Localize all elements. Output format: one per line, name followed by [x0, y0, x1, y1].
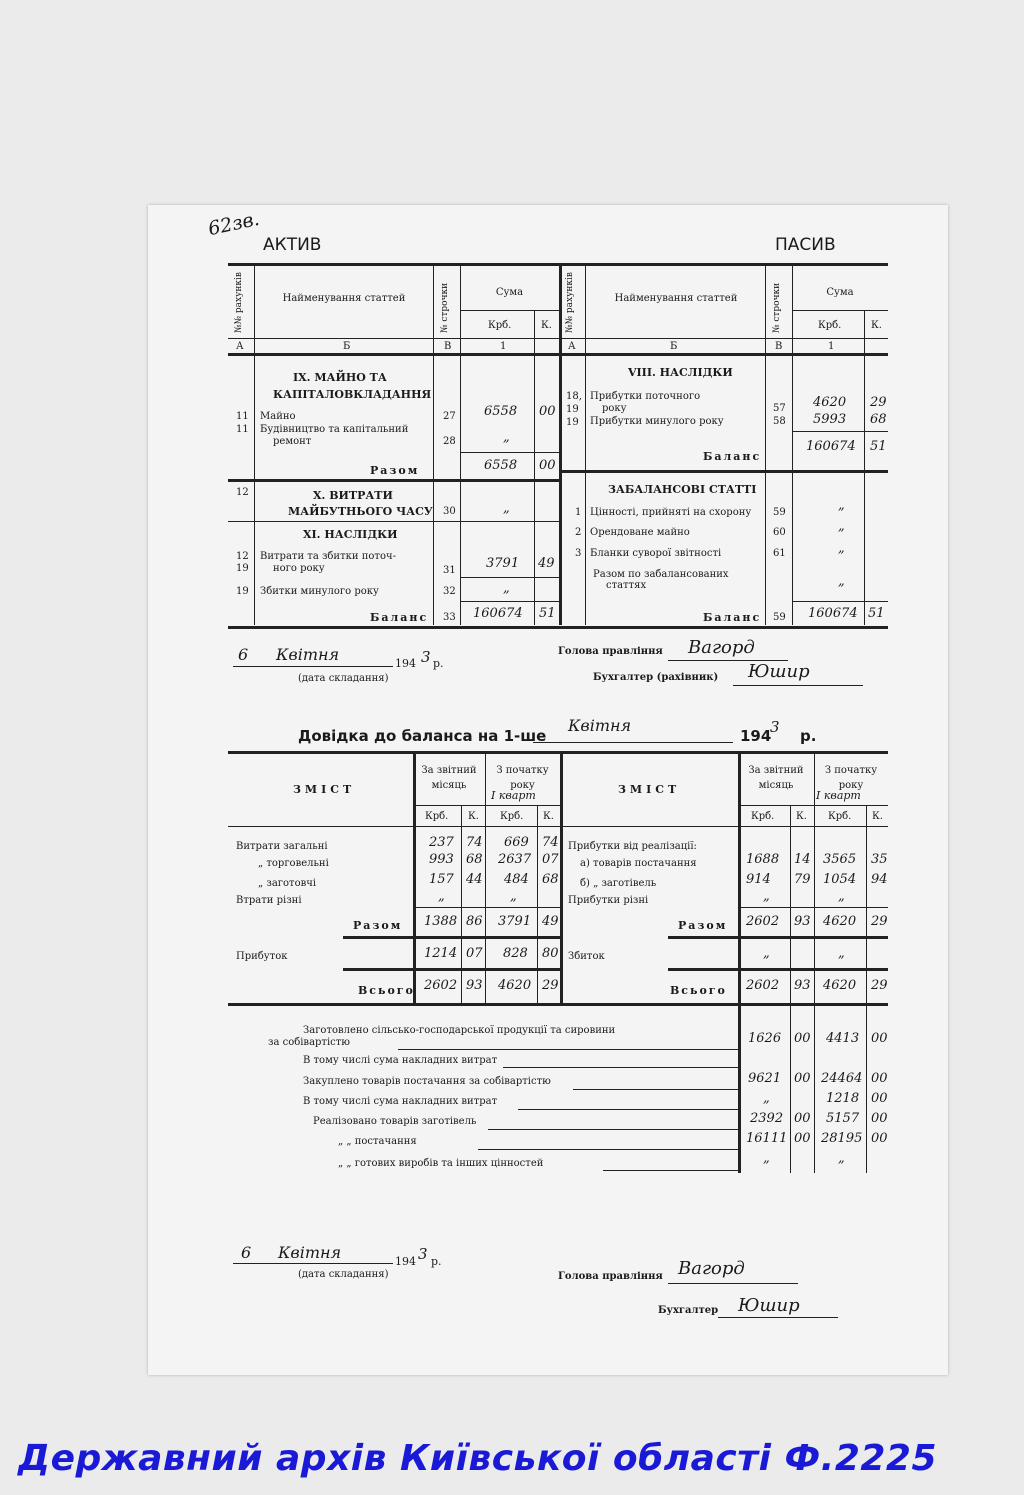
- reference-right-razom-label: Разом: [678, 919, 728, 932]
- pasiv-offbalance-name: Орендоване майно: [590, 527, 690, 538]
- balance-date-day: 6: [238, 645, 249, 664]
- reference-right-year-krb: 3565: [823, 852, 857, 867]
- reference-left-profit-year-krb: 828: [503, 946, 528, 961]
- reference-extra-text: В тому числі сума накладних витрат: [303, 1055, 498, 1066]
- pasiv-acc: 18,: [566, 391, 582, 402]
- reference-left-row-name: „ заготовчі: [258, 878, 317, 889]
- col-letter-a-pasiv: А: [568, 341, 576, 352]
- reference-right-loss-month-krb: „: [763, 946, 770, 961]
- reference-extra-text-cont: за собівартістю: [268, 1037, 350, 1048]
- reference-extra-text: Реалізовано товарів заготівель: [313, 1116, 477, 1127]
- reference-accountant-signature: Юшир: [738, 1295, 800, 1316]
- pasiv-account-header: №№ рахунків: [565, 272, 575, 333]
- reference-krb-header: Крб.: [751, 811, 775, 822]
- reference-extra-text: Заготовлено сільсько-господарської продукції та сировини: [303, 1025, 616, 1036]
- reference-right-razom-year-k: 29: [871, 914, 888, 929]
- aktiv-ditto: „: [503, 430, 510, 445]
- pasiv-profit-current-line: 57: [773, 403, 786, 414]
- reference-left-profit-month-k: 07: [466, 946, 483, 961]
- reference-extra-month-k: 00: [794, 1071, 811, 1086]
- reference-right-total-month-k: 93: [794, 978, 811, 993]
- aktiv-section-10-title: X. ВИТРАТИ: [313, 489, 393, 502]
- reference-left-razom-year-krb: 3791: [498, 914, 532, 929]
- reference-date-month: Квітня: [278, 1243, 342, 1262]
- pasiv-sum-header: Сума: [826, 287, 854, 298]
- pasiv-offbalance-name: Цінності, прийняті на схорону: [590, 507, 752, 518]
- aktiv-ditto: „: [503, 501, 510, 516]
- aktiv-ditto: „: [503, 581, 510, 596]
- reference-left-razom-month-k: 86: [466, 914, 483, 929]
- balance-date-year-digit: 3: [421, 648, 431, 666]
- pasiv-offbalance-total: Разом по забалансованих: [593, 569, 729, 580]
- reference-left-month-krb: 993: [429, 852, 454, 867]
- reference-left-month-krb: 237: [429, 835, 454, 850]
- reference-head-label: Голова правління: [558, 1271, 663, 1282]
- reference-left-year-krb: 2637: [498, 852, 532, 867]
- reference-year-header: З початку: [496, 765, 549, 776]
- balance-accountant-label: Бухгалтер (рахівник): [593, 672, 719, 683]
- pasiv-krb-header: Крб.: [818, 320, 842, 331]
- sheet-number: 62зв.: [206, 207, 262, 241]
- reference-zmist-left: ЗМІСТ: [293, 783, 356, 796]
- reference-right-title: Прибутки від реалізації:: [568, 841, 697, 852]
- aktiv-balance-line: 33: [443, 612, 456, 623]
- aktiv-row-line: 28: [443, 436, 456, 447]
- reference-extra-month-krb: 2392: [750, 1111, 784, 1126]
- reference-extra-text: Закуплено товарів постачання за собівартістю: [303, 1076, 551, 1087]
- pasiv-profit-previous-k: 68: [870, 412, 887, 427]
- pasiv-balance-label: Баланс: [703, 450, 762, 463]
- reference-month-header: За звітний: [748, 765, 804, 776]
- reference-accountant-label: Бухгалтер: [658, 1305, 719, 1316]
- reference-left-year-k: 74: [542, 835, 559, 850]
- col-letter-v: В: [444, 341, 452, 352]
- reference-title: Довідка до баланса на 1-ше: [298, 727, 547, 745]
- reference-extra-year-k: 00: [871, 1111, 888, 1126]
- reference-extra-month-k: 00: [794, 1031, 811, 1046]
- reference-right-total-month-krb: 2602: [746, 978, 780, 993]
- pasiv-acc: 19: [566, 417, 579, 428]
- reference-k-header: К.: [872, 811, 883, 822]
- aktiv-section-10-subtitle: МАЙБУТНЬОГО ЧАСУ: [288, 505, 433, 518]
- pasiv-profit-previous: Прибутки минулого року: [590, 416, 724, 427]
- reference-k-header: К.: [468, 811, 479, 822]
- col-letter-v-pasiv: В: [775, 341, 783, 352]
- aktiv-losses-line: 31: [443, 565, 456, 576]
- aktiv-losses-name-cont: ного року: [273, 563, 325, 574]
- reference-date-suffix: р.: [431, 1255, 442, 1268]
- reference-extra-month-krb: „: [763, 1151, 770, 1166]
- aktiv-section-9-title: IX. МАЙНО ТА: [293, 371, 387, 384]
- reference-title-year-digit: 3: [770, 718, 780, 736]
- aktiv-line-30: 30: [443, 506, 456, 517]
- aktiv-item-header: Найменування статтей: [282, 293, 406, 304]
- reference-title-suffix: р.: [800, 727, 817, 745]
- aktiv-line-header: № строчки: [440, 282, 450, 333]
- reference-right-razom-year-krb: 4620: [823, 914, 857, 929]
- col-letter-1-pasiv: 1: [828, 341, 835, 352]
- pasiv-ditto: „: [838, 574, 845, 589]
- reference-extra-year-k: 00: [871, 1071, 888, 1086]
- aktiv-account-header: №№ рахунків: [234, 272, 244, 333]
- aktiv-losses-acc: 12: [236, 551, 249, 562]
- aktiv-razom-label: Разом: [370, 464, 420, 477]
- pasiv-offbalance-acc: 1: [575, 507, 582, 518]
- aktiv-balance-k: 51: [539, 606, 556, 621]
- reference-left-year-k: 68: [542, 872, 559, 887]
- aktiv-title: АКТИВ: [263, 235, 322, 255]
- reference-left-year-k: 07: [542, 852, 559, 867]
- balance-date-month: Квітня: [276, 645, 340, 664]
- reference-extra-month-k: 00: [794, 1111, 811, 1126]
- aktiv-razom-k: 00: [539, 458, 556, 473]
- pasiv-balance2-krb: 160674: [808, 606, 858, 621]
- pasiv-profit-current-k: 29: [870, 395, 887, 410]
- reference-left-razom-year-k: 49: [542, 914, 559, 929]
- archive-caption: Державний архів Київської області Ф.2225: [18, 1438, 938, 1479]
- reference-date-year-digit: 3: [418, 1245, 428, 1263]
- reference-extra-year-krb: 5157: [826, 1111, 860, 1126]
- reference-month-header: За звітний: [421, 765, 477, 776]
- aktiv-prev-line: 32: [443, 586, 456, 597]
- pasiv-offbalance-total-cont: статтях: [606, 580, 647, 591]
- pasiv-acc: 19: [566, 404, 579, 415]
- reference-right-row-name: б) „ заготівель: [580, 878, 657, 889]
- reference-title-month: Квітня: [568, 716, 632, 735]
- pasiv-profit-current: Прибутки поточного: [590, 391, 701, 402]
- reference-left-year-krb: 669: [504, 835, 529, 850]
- reference-left-profit-year-k: 80: [542, 946, 559, 961]
- reference-left-profit-label: Прибуток: [236, 951, 288, 962]
- aktiv-row-name-cont: ремонт: [273, 436, 312, 447]
- reference-extra-year-k: 00: [871, 1091, 888, 1106]
- reference-krb-header: Крб.: [425, 811, 449, 822]
- reference-right-loss-label: Збиток: [568, 951, 605, 962]
- aktiv-prev-acc: 19: [236, 586, 249, 597]
- reference-right-loss-year-krb: „: [838, 946, 845, 961]
- reference-head-signature: Вагорд: [678, 1258, 745, 1279]
- pasiv-offbalance-line: 60: [773, 527, 786, 538]
- reference-right-total-label: Всього: [670, 984, 727, 997]
- pasiv-profit-previous-line: 58: [773, 416, 786, 427]
- aktiv-row-krb: 6558: [484, 404, 518, 419]
- reference-extra-month-krb: „: [763, 1091, 770, 1106]
- aktiv-balance-label: Баланс: [370, 611, 429, 624]
- reference-date-caption: (дата складання): [298, 1269, 389, 1280]
- reference-extra-month-krb: 9621: [748, 1071, 782, 1086]
- aktiv-losses-k: 49: [538, 556, 555, 571]
- aktiv-losses-name: Витрати та збитки поточ-: [260, 551, 396, 562]
- reference-left-total-year-krb: 4620: [498, 978, 532, 993]
- reference-left-profit-month-krb: 1214: [424, 946, 458, 961]
- pasiv-balance2-label: Баланс: [703, 611, 762, 624]
- reference-month-header-cont: місяць: [431, 780, 467, 791]
- pasiv-line-header: № строчки: [772, 282, 782, 333]
- aktiv-acc-12: 12: [236, 487, 249, 498]
- aktiv-row-acc: 11: [236, 411, 249, 422]
- reference-right-row-name: а) товарів постачання: [580, 858, 697, 869]
- pasiv-profit-current-krb: 4620: [813, 395, 847, 410]
- reference-left-row-name: Втрати різні: [236, 895, 302, 906]
- reference-right-month-k: 14: [794, 852, 811, 867]
- aktiv-losses-krb: 3791: [486, 556, 520, 571]
- reference-right-total-year-krb: 4620: [823, 978, 857, 993]
- reference-left-month-k: 68: [466, 852, 483, 867]
- pasiv-offbalance-line: 59: [773, 507, 786, 518]
- pasiv-profit-current-cont: року: [602, 403, 627, 414]
- reference-left-month-k: 74: [466, 835, 483, 850]
- pasiv-balance-krb: 160674: [806, 439, 856, 454]
- reference-left-total-month-krb: 2602: [424, 978, 458, 993]
- aktiv-section-9-subtitle: КАПІТАЛОВКЛАДАННЯ: [273, 388, 432, 401]
- balance-accountant-signature: Юшир: [748, 661, 810, 682]
- reference-extra-year-krb: 24464: [821, 1071, 863, 1086]
- reference-right-month-krb: 914: [746, 872, 771, 887]
- reference-right-razom-month-k: 93: [794, 914, 811, 929]
- reference-right-month-k: 79: [794, 872, 811, 887]
- reference-right-row-name: Прибутки різні: [568, 895, 649, 906]
- reference-right-month-krb: „: [763, 889, 770, 904]
- reference-zmist-right: ЗМІСТ: [618, 783, 681, 796]
- reference-quarter-note: I кварт: [491, 789, 536, 802]
- balance-head-signature: Вагорд: [688, 637, 755, 658]
- reference-k-header: К.: [543, 811, 554, 822]
- pasiv-k-header: К.: [871, 320, 882, 331]
- pasiv-offbalance-name: Бланки суворої звітності: [590, 548, 722, 559]
- pasiv-ditto: „: [838, 541, 845, 556]
- reference-right-month-krb: 1688: [746, 852, 780, 867]
- reference-title-year: 194: [740, 727, 772, 745]
- reference-right-year-k: 35: [871, 852, 888, 867]
- reference-right-year-k: 94: [871, 872, 888, 887]
- balance-date-suffix: р.: [433, 657, 444, 670]
- balance-date-caption: (дата складання): [298, 673, 389, 684]
- pasiv-profit-previous-krb: 5993: [813, 412, 847, 427]
- pasiv-balance2-k: 51: [868, 606, 885, 621]
- reference-left-year-krb: „: [510, 889, 517, 904]
- pasiv-item-header: Найменування статтей: [614, 293, 738, 304]
- reference-krb-header: Крб.: [828, 811, 852, 822]
- reference-extra-text: „ „ постачання: [338, 1136, 417, 1147]
- reference-year-header-cont: року: [838, 780, 864, 791]
- pasiv-offbalance-acc: 3: [575, 548, 582, 559]
- reference-left-month-k: 44: [466, 872, 483, 887]
- aktiv-sum-header: Сума: [495, 287, 524, 298]
- pasiv-balance-k: 51: [870, 439, 887, 454]
- reference-extra-year-krb: „: [838, 1151, 845, 1166]
- pasiv-offbalance-title: ЗАБАЛАНСОВІ СТАТТІ: [608, 483, 757, 496]
- reference-left-year-krb: 484: [504, 872, 529, 887]
- aktiv-row-acc: 11: [236, 424, 249, 435]
- reference-right-year-krb: 1054: [823, 872, 857, 887]
- reference-extra-month-krb: 16111: [746, 1131, 788, 1146]
- pasiv-section-8-title: VIII. НАСЛІДКИ: [628, 366, 733, 379]
- reference-extra-year-krb: 4413: [826, 1031, 860, 1046]
- reference-year-header-cont: року: [510, 780, 535, 791]
- aktiv-row-name: Будівництво та капітальний: [260, 424, 409, 435]
- aktiv-krb-header: Крб.: [488, 320, 512, 331]
- balance-head-label: Голова правління: [558, 646, 663, 657]
- pasiv-balance2-line: 59: [773, 612, 786, 623]
- reference-krb-header: Крб.: [500, 811, 524, 822]
- document-sheet: [148, 205, 948, 1375]
- reference-right-year-krb: „: [838, 889, 845, 904]
- reference-left-month-krb: „: [438, 889, 445, 904]
- reference-right-razom-month-krb: 2602: [746, 914, 780, 929]
- pasiv-ditto: „: [838, 498, 845, 513]
- reference-extra-text: В тому числі сума накладних витрат: [303, 1096, 498, 1107]
- reference-left-total-month-k: 93: [466, 978, 483, 993]
- col-letter-b: Б: [343, 341, 351, 352]
- reference-left-total-year-k: 29: [542, 978, 559, 993]
- reference-date-day: 6: [241, 1243, 252, 1262]
- reference-left-month-krb: 157: [429, 872, 454, 887]
- reference-year-header: З початку: [824, 765, 878, 776]
- aktiv-row-k: 00: [539, 404, 556, 419]
- reference-date-year: 194: [395, 1255, 416, 1268]
- aktiv-row-line: 27: [443, 411, 456, 422]
- aktiv-losses-acc: 19: [236, 563, 249, 574]
- aktiv-k-header: К.: [541, 320, 552, 331]
- reference-extra-month-krb: 1626: [748, 1031, 782, 1046]
- pasiv-offbalance-acc: 2: [575, 527, 582, 538]
- reference-left-row-name: „ торговельні: [258, 858, 329, 869]
- aktiv-section-11-title: XI. НАСЛІДКИ: [303, 528, 398, 541]
- reference-extra-year-k: 00: [871, 1131, 888, 1146]
- reference-quarter-note: I кварт: [816, 789, 861, 802]
- reference-left-razom-month-krb: 1388: [424, 914, 458, 929]
- reference-month-header-cont: місяць: [758, 780, 794, 791]
- pasiv-ditto: „: [838, 519, 845, 534]
- reference-extra-text: „ „ готових виробів та інших цінностей: [338, 1158, 544, 1169]
- reference-extra-year-krb: 28195: [821, 1131, 863, 1146]
- col-letter-b-pasiv: Б: [670, 341, 678, 352]
- reference-left-total-label: Всього: [358, 984, 415, 997]
- col-letter-1: 1: [500, 341, 507, 352]
- aktiv-prev-name: Збитки минулого року: [260, 586, 379, 597]
- reference-left-row-name: Витрати загальні: [236, 841, 328, 852]
- reference-k-header: К.: [796, 811, 807, 822]
- reference-extra-month-k: 00: [794, 1131, 811, 1146]
- aktiv-balance-krb: 160674: [473, 606, 523, 621]
- reference-right-total-year-k: 29: [871, 978, 888, 993]
- col-letter-a: А: [236, 341, 244, 352]
- reference-extra-year-krb: 1218: [826, 1091, 860, 1106]
- aktiv-row-name: Майно: [260, 411, 296, 422]
- pasiv-title: ПАСИВ: [775, 235, 836, 255]
- pasiv-offbalance-line: 61: [773, 548, 786, 559]
- reference-left-razom-label: Разом: [353, 919, 403, 932]
- reference-extra-year-k: 00: [871, 1031, 888, 1046]
- balance-date-year: 194: [395, 657, 416, 670]
- aktiv-razom-krb: 6558: [484, 458, 518, 473]
